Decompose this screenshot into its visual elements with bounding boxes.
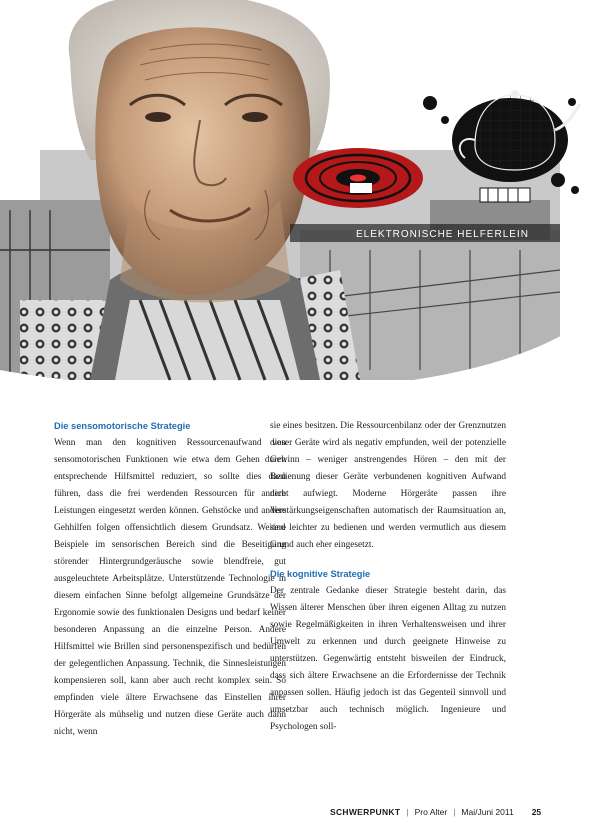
section-heading-sensomotoric: Die sensomotorische Strategie: [54, 421, 191, 431]
left-column: [54, 418, 286, 741]
section-heading-cognitive: Die kognitive Strategie: [270, 569, 371, 579]
footer-divider: |: [406, 807, 409, 817]
body-paragraph: sie eines besitzen. Die Ressourcenbilanz oder der Grenznutzen dieser Geräte wird als negativ empfunden, weil der potenzielle Gewinn – weniger anstrengendes Hören – den mit der Bedienung dieser Geräte verbundenen kognitiven Aufwand nicht aufwiegt. Moderne Hörgeräte passen ihre Verstärkungseigenschaften automatisch der Raumsituation an, sind leichter zu bedienen und werden vermutlich aus diesem Grund auch eher eingesetzt.: [270, 421, 506, 550]
collage-overlay-text: ELEKTRONISCHE HELFERLEIN: [356, 229, 529, 240]
body-paragraph: Wenn man den kognitiven Ressourcenaufwand von sensomotorischen Funktionen wie etwa dem Gehen durch entsprechende Hilfsmittel reduziert, so sollte dies dazu führen, dass die frei werdenden Ressourcen für andere Leistungen eingesetzt werden können. Gehstöcke und andere Gehhilfen folgen offensichtlich diesem Grundsatz. Weitere Beispiele im sensorischen Bereich sind die Beseitigung störender Hintergrundgeräusche sowie blendfreie, gut ausgeleuchtete Arbeitsplätze. Unterstützende Technologie in diesem einfachen Sinne befolgt allgemeine Grundsätze der Ergonomie sowie des funktionalen Designs und bedarf keiner besonderen Anpassung an die einzelne Person. Andere Hilfsmittel wie Brillen sind personenspezifisch und bedürfen der gelegentlichen Anpassung. Technik, die Sinnesleistungen kompensieren soll, kann aber auch recht komplex sein. So empfinden viele ältere Erwachsene das Einstellen ihrer Hörgeräte als mühselig und nutzen diese Geräte auch dann nicht, wenn: [54, 438, 286, 737]
footer-divider: |: [453, 807, 456, 817]
footer-section-label: SCHWERPUNKT: [330, 807, 401, 817]
footer-issue: Mai/Juni 2011: [461, 807, 514, 817]
body-paragraph: Der zentrale Gedanke dieser Strategie besteht darin, das Wissen älterer Menschen über ihren eigenen Alltag zu nutzen sowie Regelmäßigkeiten in ihren Verhaltensweisen und ihrer Umwelt zu erkennen und durch geeignete Hinweise zu unterstützen. Gegenwärtig entsteht bisweilen der Eindruck, dass sich ältere Erwachsene an die Erfordernisse der Technik anpassen sollen. Häufig jedoch ist das Gegenteil sinnvoll und umsetzbar auch technisch möglich. Ingenieure und Psychologen soll-: [270, 586, 506, 732]
footer-magazine-name: Pro Alter: [414, 807, 448, 817]
right-column: [270, 418, 506, 736]
page-footer: [330, 804, 560, 820]
page-number: 25: [531, 807, 542, 817]
header-collage-image: [0, 0, 610, 392]
